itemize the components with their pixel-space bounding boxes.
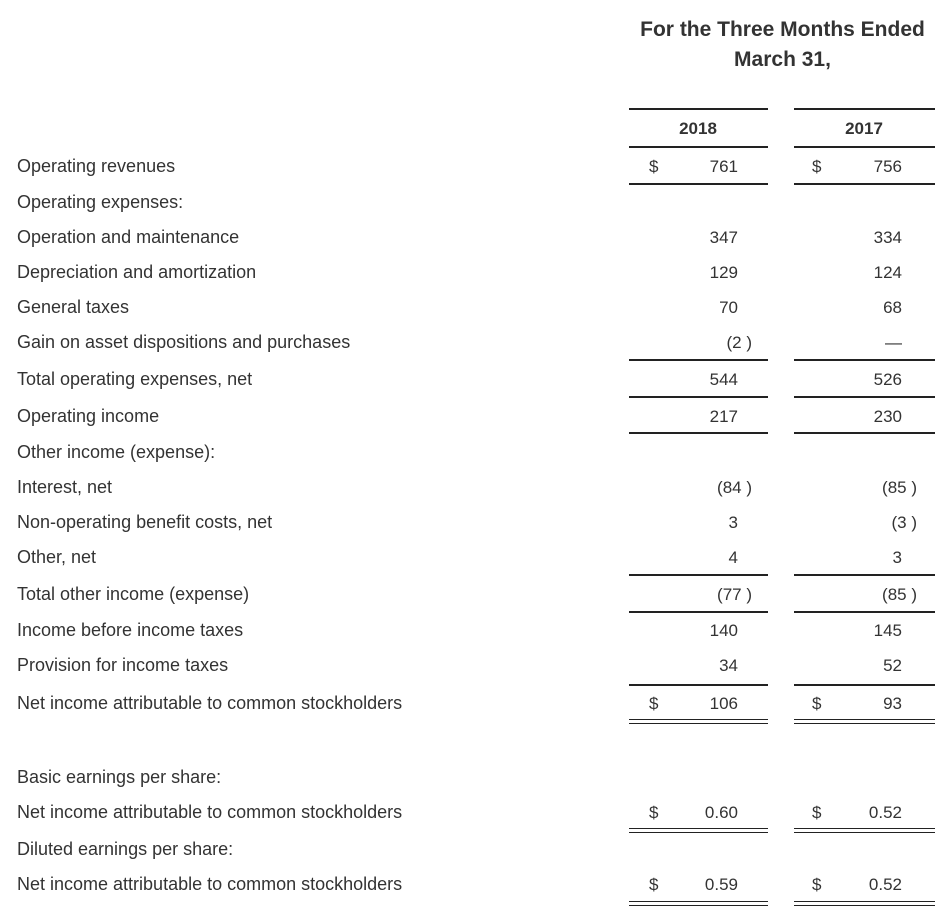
row-label: Net income attributable to common stockholders xyxy=(17,874,403,894)
value-2018: 70 xyxy=(719,298,738,317)
row-label: Operating income xyxy=(17,406,160,426)
row-interest-net xyxy=(0,470,952,505)
double-rule xyxy=(629,719,768,724)
rule xyxy=(794,574,935,576)
header-line-1: For the Three Months Ended xyxy=(640,18,925,41)
value-2018: 34 xyxy=(719,656,738,675)
value-2017: 145 xyxy=(873,621,902,640)
row-label: Operating revenues xyxy=(17,156,176,176)
currency-symbol: $ xyxy=(649,803,659,822)
value-2018: 761 xyxy=(709,157,738,176)
row-label: Total operating expenses, net xyxy=(17,369,253,389)
column-header-2018: 2018 xyxy=(679,119,717,138)
year-rule-2018 xyxy=(629,146,768,148)
row-label: Depreciation and amortization xyxy=(17,262,257,282)
value-2017: 0.52 xyxy=(868,803,902,822)
rule xyxy=(629,359,768,361)
row-total-other-income xyxy=(0,577,952,612)
row-label: Other income (expense): xyxy=(17,442,216,462)
row-label: Basic earnings per share: xyxy=(17,767,222,787)
row-label: Gain on asset dispositions and purchases xyxy=(17,332,351,352)
row-basic-eps-heading xyxy=(0,760,952,795)
header-line-2: March 31, xyxy=(734,48,831,71)
value-2017: 0.52 xyxy=(868,875,902,894)
row-diluted-eps-heading xyxy=(0,832,952,867)
value-2017: 756 xyxy=(873,157,902,176)
value-2018: 140 xyxy=(709,621,738,640)
row-diluted-eps xyxy=(0,867,952,902)
row-label: Net income attributable to common stockholders xyxy=(17,802,403,822)
value-2018: 129 xyxy=(709,263,738,282)
value-2018: (84 ) xyxy=(717,478,752,497)
currency-symbol: $ xyxy=(812,694,822,713)
currency-symbol: $ xyxy=(649,157,659,176)
row-basic-eps xyxy=(0,795,952,830)
row-net-income xyxy=(0,686,952,721)
value-2018: 0.59 xyxy=(704,875,738,894)
row-non-operating-benefit-costs xyxy=(0,505,952,540)
row-label: Operation and maintenance xyxy=(17,227,240,247)
value-2017: 93 xyxy=(883,694,902,713)
row-depreciation-amortization xyxy=(0,255,952,290)
value-2017: 230 xyxy=(873,407,902,426)
currency-symbol: $ xyxy=(649,875,659,894)
row-label: General taxes xyxy=(17,297,130,317)
value-2018: (2 ) xyxy=(726,333,752,352)
row-provision-income-taxes xyxy=(0,648,952,683)
row-label: Net income attributable to common stockholders xyxy=(17,693,403,713)
value-2017: 124 xyxy=(873,263,902,282)
currency-symbol: $ xyxy=(812,157,822,176)
header-rule-2018 xyxy=(629,108,768,110)
row-other-income-heading xyxy=(0,435,952,470)
header-rule-2017 xyxy=(794,108,935,110)
value-2017: 68 xyxy=(883,298,902,317)
value-2017: (85 ) xyxy=(882,585,917,604)
row-operating-expenses-heading xyxy=(0,185,952,220)
year-rule-2017 xyxy=(794,146,935,148)
column-group-header xyxy=(630,15,935,75)
value-2018: 544 xyxy=(709,370,738,389)
row-operation-maintenance xyxy=(0,220,952,255)
value-2018: 106 xyxy=(709,694,738,713)
column-header-2017: 2017 xyxy=(845,119,883,138)
row-label: Diluted earnings per share: xyxy=(17,839,234,859)
row-label: Non-operating benefit costs, net xyxy=(17,512,273,532)
value-2018: (77 ) xyxy=(717,585,752,604)
rule xyxy=(629,432,768,434)
double-rule xyxy=(629,901,768,906)
row-label: Provision for income taxes xyxy=(17,655,229,675)
row-label: Operating expenses: xyxy=(17,192,184,212)
row-label: Interest, net xyxy=(17,477,113,497)
row-general-taxes xyxy=(0,290,952,325)
row-label: Total other income (expense) xyxy=(17,584,250,604)
value-2017: 334 xyxy=(873,228,902,247)
value-2018: 4 xyxy=(728,548,738,567)
row-gain-on-asset-dispositions xyxy=(0,325,952,360)
row-other-net xyxy=(0,540,952,575)
rule xyxy=(794,432,935,434)
row-label: Income before income taxes xyxy=(17,620,244,640)
row-total-operating-expenses xyxy=(0,362,952,397)
rule xyxy=(794,396,935,398)
row-label: Other, net xyxy=(17,547,97,567)
value-2017: 3 xyxy=(892,548,902,567)
rule xyxy=(794,359,935,361)
value-2018: 347 xyxy=(709,228,738,247)
double-rule xyxy=(794,719,935,724)
value-2017: (85 ) xyxy=(882,478,917,497)
row-income-before-taxes xyxy=(0,613,952,648)
value-2018: 0.60 xyxy=(704,803,738,822)
row-operating-income xyxy=(0,399,952,434)
value-2017: 52 xyxy=(883,656,902,675)
value-2018: 217 xyxy=(709,407,738,426)
value-2017: — xyxy=(885,333,902,352)
rule xyxy=(629,396,768,398)
currency-symbol: $ xyxy=(812,875,822,894)
currency-symbol: $ xyxy=(649,694,659,713)
rule xyxy=(629,574,768,576)
value-2018: 3 xyxy=(728,513,738,532)
double-rule xyxy=(794,901,935,906)
value-2017: 526 xyxy=(873,370,902,389)
row-operating-revenues xyxy=(0,149,952,184)
value-2017: (3 ) xyxy=(891,513,917,532)
currency-symbol: $ xyxy=(812,803,822,822)
